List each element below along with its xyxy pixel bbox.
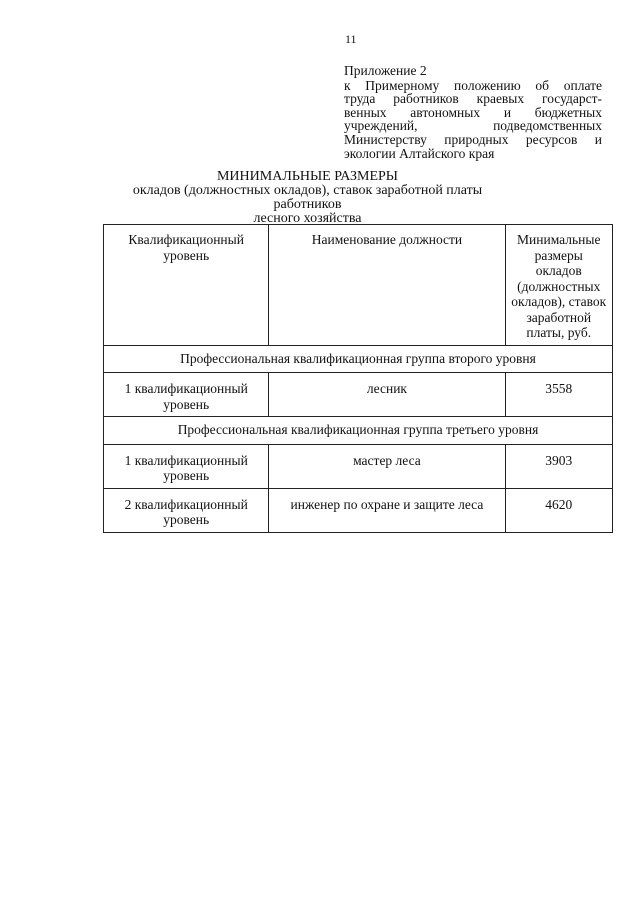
cell-level: 2 квалификационный уровень [104, 488, 269, 532]
heading-subtitle: окладов (должностных окладов), ставок заработной платы работников [132, 183, 483, 212]
appendix-line: венных автономных и бюджетных [344, 104, 602, 120]
salary-table [103, 224, 613, 533]
group-row [104, 417, 613, 445]
cell-position: мастер леса [269, 444, 505, 488]
cell-salary: 4620 [505, 488, 612, 532]
cell-level: 1 квалификационный уровень [104, 444, 269, 488]
cell-position: инженер по охране и защите леса [269, 488, 505, 532]
table-row [104, 444, 613, 488]
cell-salary: 3903 [505, 444, 612, 488]
heading-subtitle: лесного хозяйства [253, 211, 362, 226]
header-level: Квалификационный уровень [104, 225, 269, 346]
header-position: Наименование должности [269, 225, 505, 346]
table-header-row [104, 225, 613, 346]
table-row [104, 488, 613, 532]
header-salary: Минимальные размеры окладов (должностных окладов), ставок заработной платы, руб. [505, 225, 612, 346]
salary-table-wrapper [103, 224, 613, 533]
appendix-block [344, 64, 602, 160]
group-row [104, 345, 613, 373]
heading-title: МИНИМАЛЬНЫЕ РАЗМЕРЫ [216, 169, 398, 184]
appendix-line: учреждений, подведомственных [344, 118, 602, 134]
appendix-title: Приложение 2 [344, 63, 427, 78]
appendix-line: Министерству природных ресурсов и [344, 131, 602, 147]
cell-salary: 3558 [505, 373, 612, 417]
cell-position: лесник [269, 373, 505, 417]
appendix-line: экологии Алтайского края [344, 145, 495, 161]
appendix-line: труда работников краевых государст- [344, 91, 602, 107]
document-heading [100, 170, 515, 226]
cell-level: 1 квалификационный уровень [104, 373, 269, 417]
page-number: 11 [345, 32, 357, 46]
table-row [104, 373, 613, 417]
group-title: Профессиональная квалификационная группа третьего уровня [104, 417, 613, 445]
appendix-line: к Примерному положению об оплате [344, 77, 602, 93]
group-title: Профессиональная квалификационная группа второго уровня [104, 345, 613, 373]
